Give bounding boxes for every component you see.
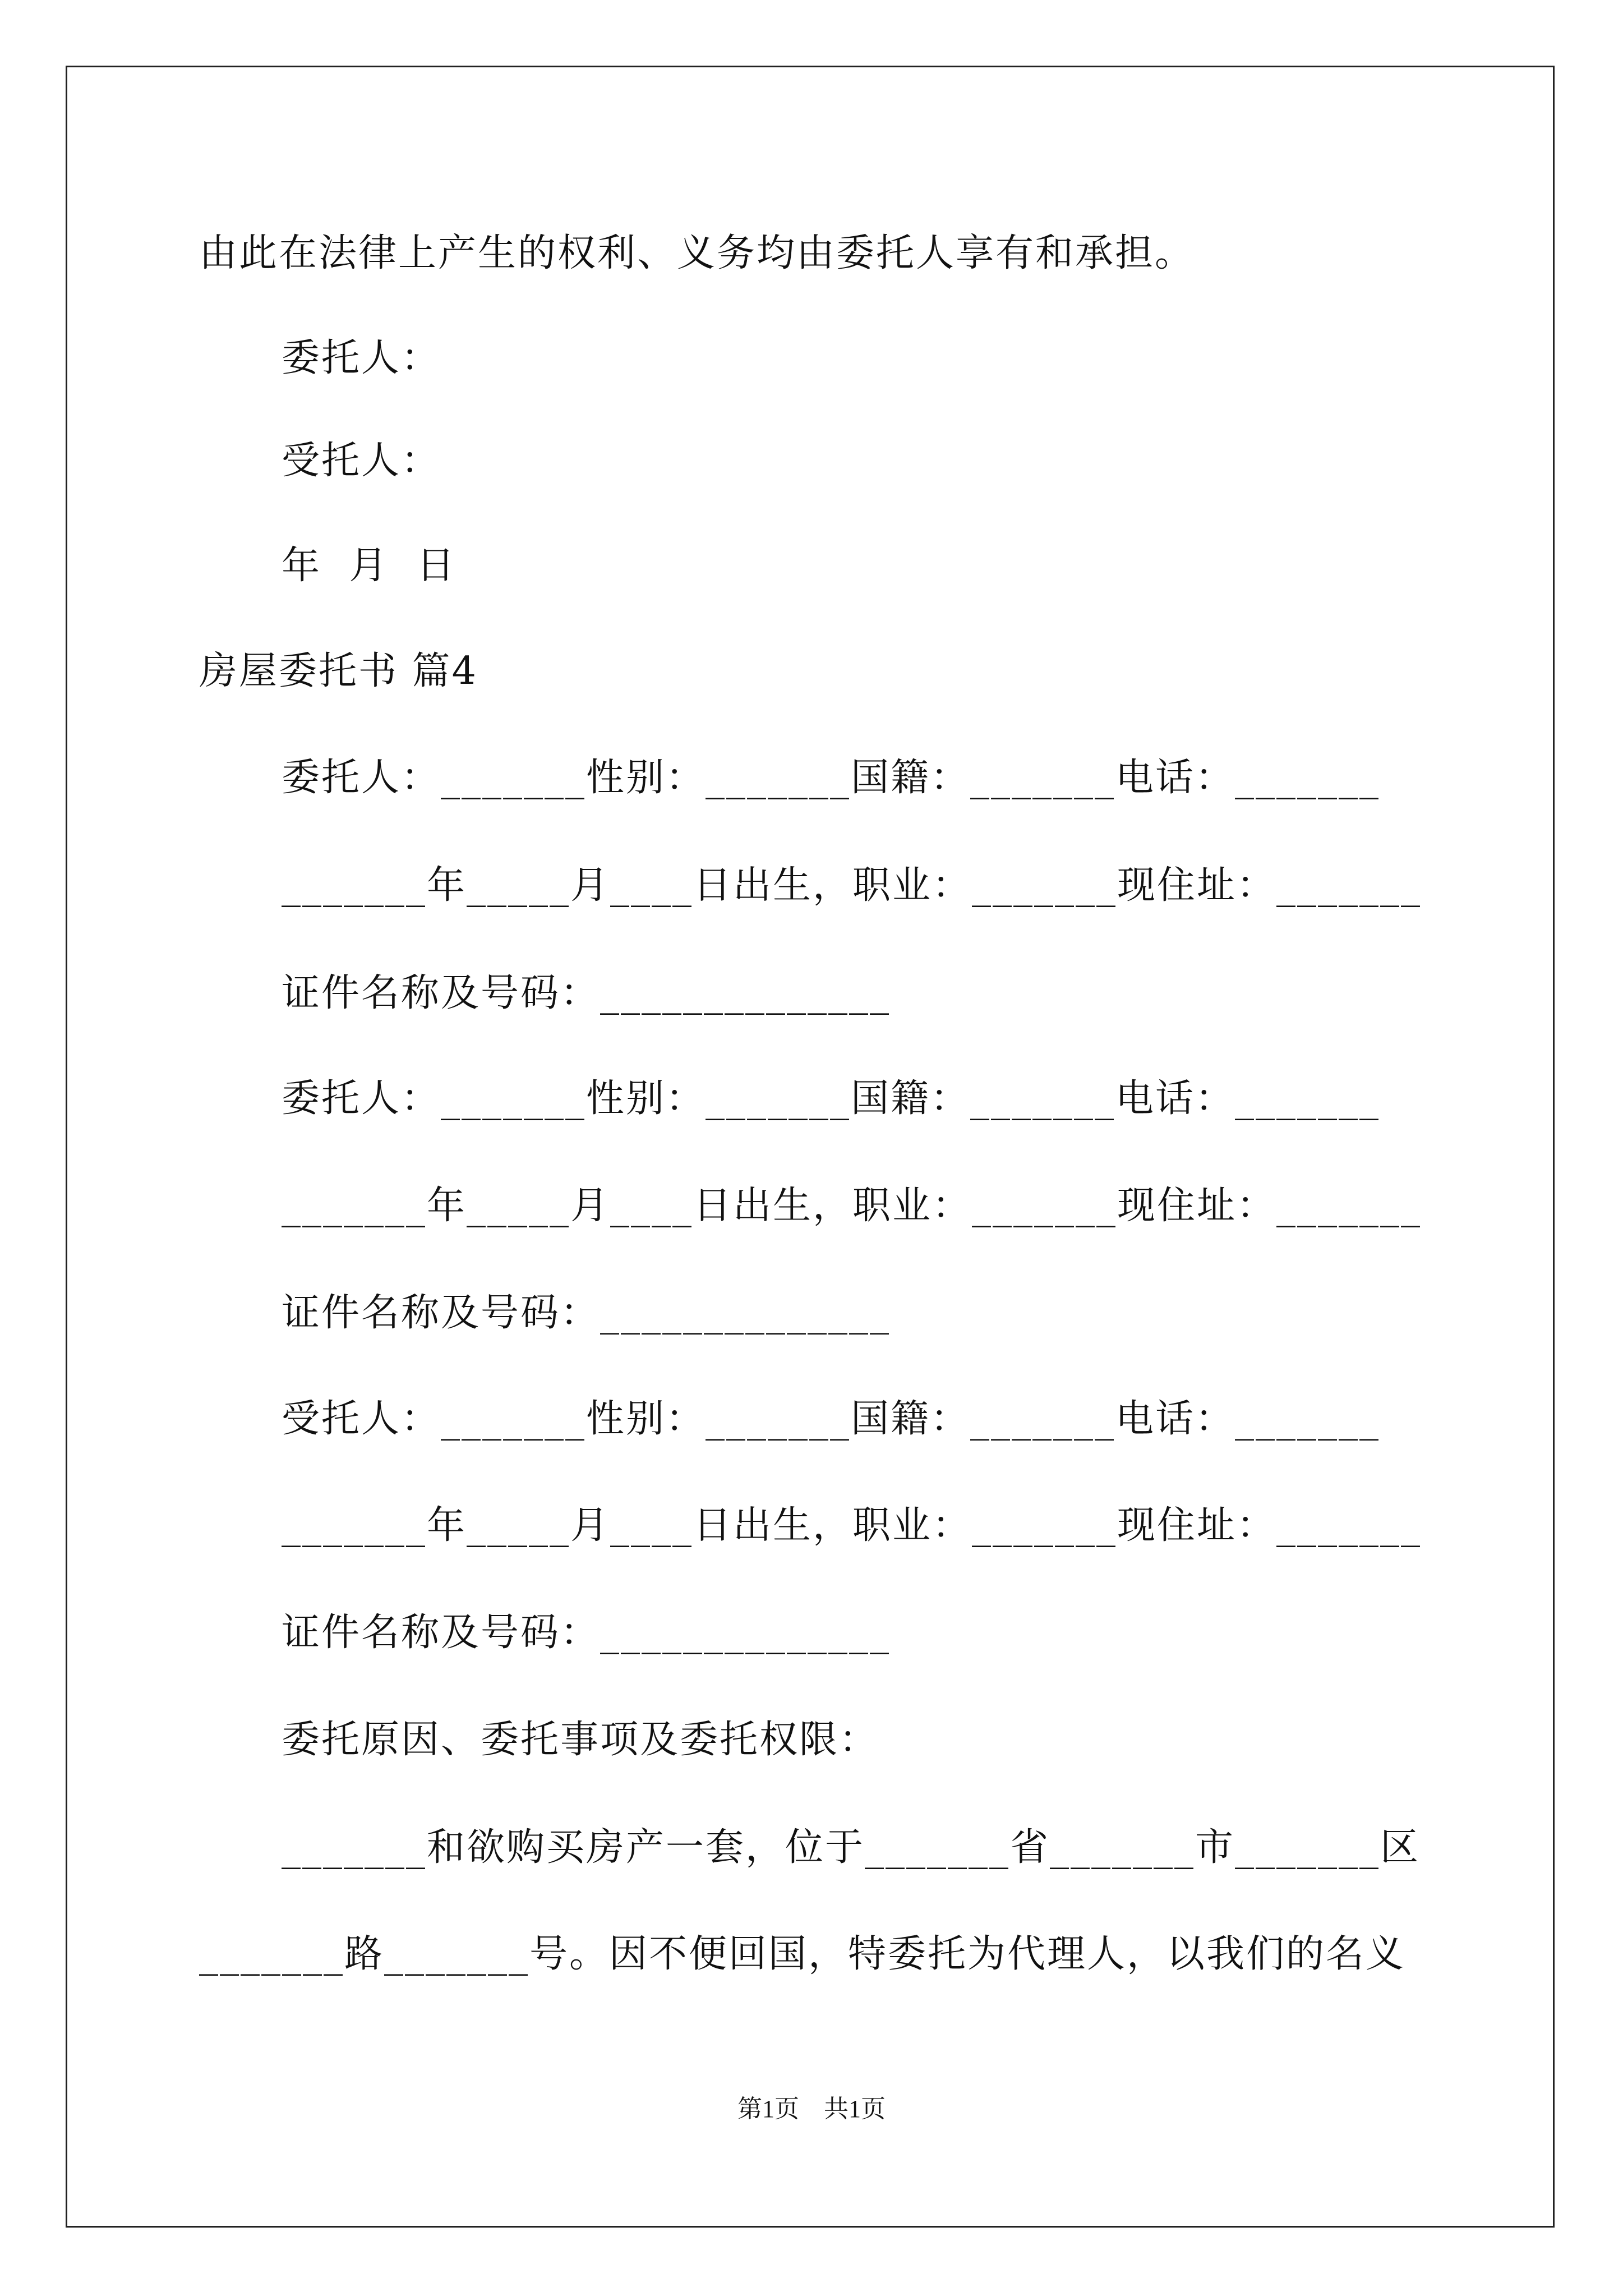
form-line-birth-3: _______年_____月____日出生，职业：_______现住址：_______ [282, 1503, 1422, 1548]
form-line-id-1: 证件名称及号码：______________ [282, 971, 891, 1015]
page-number-footer: 第1页 共1页 [737, 2095, 886, 2123]
body-text-line: _______和欲购买房产一套，位于_______省_______市_______区 [282, 1825, 1421, 1870]
date-line: 年 月 日 [282, 544, 457, 588]
form-line-birth-2: _______年_____月____日出生，职业：_______现住址：_______ [282, 1184, 1422, 1228]
body-text-line: 由此在法律上产生的权利、义务均由委托人享有和承担。 [199, 231, 1195, 275]
form-line-principal-1: 委托人：_______性别：_______国籍：_______电话：_______ [282, 756, 1381, 800]
section-heading: 房屋委托书 篇4 [199, 649, 478, 693]
form-line-principal-2: 委托人：_______性别：_______国籍：_______电话：_______ [282, 1076, 1381, 1121]
form-line-birth-1: _______年_____月____日出生，职业：_______现住址：_______ [282, 863, 1422, 908]
signature-label-principal: 委托人： [282, 336, 441, 380]
form-line-agent: 受托人：_______性别：_______国籍：_______电话：_______ [282, 1397, 1381, 1441]
section-subheading: 委托原因、委托事项及委托权限： [282, 1718, 879, 1762]
page-frame [66, 66, 1555, 2228]
body-text-line: _______路_______号。因不便回国，特委托为代理人，以我们的名义 [199, 1932, 1406, 1976]
signature-label-agent: 受托人： [282, 439, 441, 483]
form-line-id-2: 证件名称及号码：______________ [282, 1291, 891, 1335]
form-line-id-3: 证件名称及号码：______________ [282, 1611, 891, 1655]
